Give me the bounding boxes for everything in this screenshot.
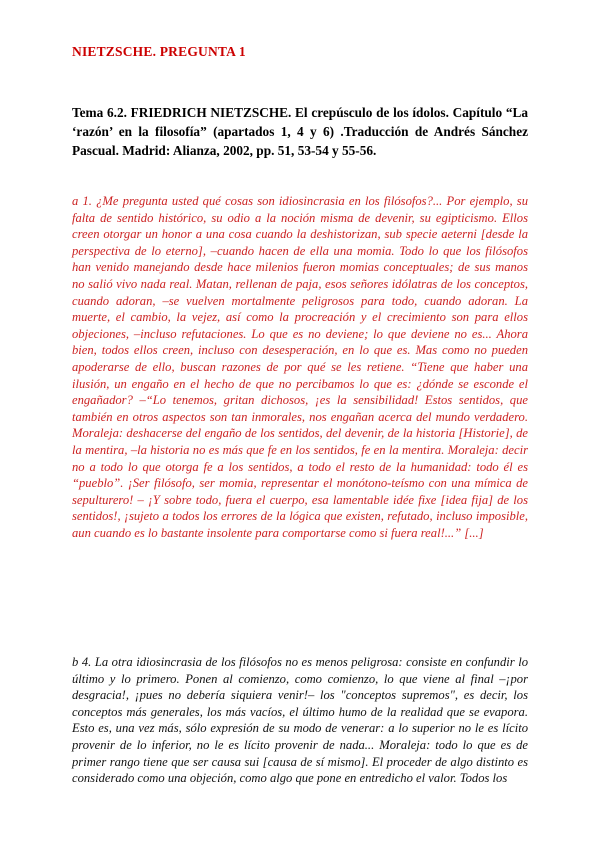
quote-paragraph-a: a 1. ¿Me pregunta usted qué cosas son idiosincrasia en los filósofos?... Por ejemplo, su falta de sentido histórico, su odio a la noción misma de devenir, su egipticismo. Ellos creen otorgar un honor a una cosa cuando la deshistorizan, sub specie aeterni [desde la perspectiva de lo eterno], –cuando hacen de ella una momia. Todo lo que los filósofos han venido manejando desde hace milenios fueron momias conceptuales; de sus manos no salió vivo nada real. Matan, rellenan de paja, esos señores idólatras de los conceptos, cuando adoran, –se vuelven mortalmente peligrosos para todo, cuando adoran. La muerte, el cambio, la vejez, así como la procreación y el crecimiento son para ellos objeciones, –incluso refutaciones. Lo que es no deviene; lo que deviene no es... Ahora bien, todos ellos creen, incluso con desesperación, en lo que es. Mas como no pueden apoderarse de ello, buscan razones de por qué se les retiene. “Tiene que haber una ilusión, un engaño en el hecho de que no percibamos lo que es: ¿dónde se esconde el engañador? –“Lo tenemos, gritan dichosos, ¡es la sensibilidad! Estos sentidos, que también en otros aspectos son tan inmorales, nos engañan acerca del mundo verdadero. Moraleja: deshacerse del engaño de los sentidos, del devenir, de la historia [Historie], de la mentira, –la historia no es más que fe en los sentidos, fe en la mentira. Moraleja: decir no a todo lo que otorga fe a los sentidos, a todo el resto de la humanidad: todo él es “pueblo”. ¡Ser filósofo, ser momia, representar el monótono-teísmo con una mímica de sepulturero! – ¡Y sobre todo, fuera el cuerpo, esa lamentable idée fixe [idea fija] de los sentidos!, ¡sujeto a todos los errores de la lógica que existen, refutado, incluso imposible, aun cuando es lo bastante insolente para comportarse como si fuera real!...” [...] <box>72 194 528 540</box>
quote-paragraph-b: b 4. La otra idiosincrasia de los filósofos no es menos peligrosa: consiste en confundir lo último y lo primero. Ponen al comienzo, como comienzo, lo que viene al final –¡por desgracia!, ¡pues no debería siquiera venir!– los "conceptos supremos", es decir, los conceptos más generales, los más vacíos, el último humo de la realidad que se evapora. Esto es, una vez más, sólo expresión de su modo de venerar: a lo superior no le es lícito provenir de lo inferior, no le es lícito provenir de nada... Moraleja: todo lo que es de primer rango tiene que ser causa sui [causa de sí mismo]. El proceder de algo distinto es considerado como una objeción, como algo que pone en entredicho el valor. Todos los <box>72 655 528 786</box>
bibliographic-reference: Tema 6.2. FRIEDRICH NIETZSCHE. El crepúsculo de los ídolos. Capítulo “La ‘razón’ en la filosofía” (apartados 1, 4 y 6) .Traducción de Andrés Sánchez Pascual. Madrid: Alianza, 2002, pp. 51, 53-54 y 55-56. <box>72 105 528 158</box>
document-heading: NIETZSCHE. PREGUNTA 1 <box>72 44 246 59</box>
